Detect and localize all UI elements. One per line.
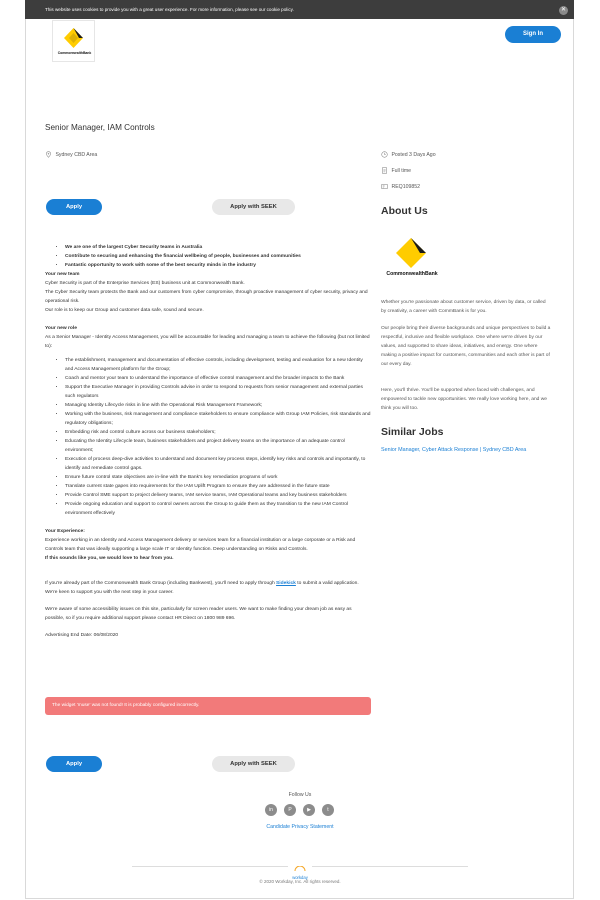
commbank-about-logo bbox=[381, 236, 443, 278]
location-text: Sydney CBD Area bbox=[55, 151, 98, 158]
youtube-icon[interactable]: ▶ bbox=[303, 804, 315, 816]
job-location bbox=[45, 151, 97, 158]
duty-item: • Provide Control SME support to project delivery teams, IAM service teams, IAM Operational teams and key business stakeholders bbox=[65, 491, 371, 500]
widget-error-banner: The widget 'muse' was not found! It is probably configured incorrectly. bbox=[45, 697, 371, 715]
sign-in-button[interactable]: Sign In bbox=[505, 26, 561, 43]
new-team-text: The Cyber Security team protects the Bank and our customers from cyber compromise, through proactive management of cyber security, privacy and operational risk. bbox=[45, 290, 368, 304]
similar-job-link[interactable]: Senior Manager, Cyber Attack Response | Sydney CBD Area bbox=[381, 447, 527, 453]
logo-text: CommonwealthBank bbox=[57, 51, 92, 55]
new-role-intro: As a Senior Manager - Identity Access Management, you will be accountable for leading and managing a team to achieve the following (but not limited to): bbox=[45, 335, 370, 349]
advertising-end-date: Advertising End Date: 06/08/2020 bbox=[45, 633, 119, 638]
cookie-close-icon[interactable]: ✕ bbox=[560, 7, 567, 13]
duty-item: • Coach and mentor your team to understand the importance of effective control management and the broader impacts to the Bank bbox=[65, 374, 371, 383]
job-requisition bbox=[381, 183, 420, 190]
new-team-text: Our role is to keep our Group and customer data safe, sound and secure. bbox=[45, 308, 204, 313]
accessibility-text: We're aware of some accessibility issues on this site, particularly for screen reader users. We want to make finding your dream job as easy as possible, so if you require additional support please contact HR Direct on 1800 989 696. bbox=[45, 607, 352, 621]
location-pin-icon bbox=[45, 151, 52, 158]
workday-logo[interactable] bbox=[288, 858, 312, 880]
job-type-text: Full time bbox=[391, 167, 412, 174]
highlight-item: • Contribute to securing and enhancing the financial wellbeing of people, businesses and communities bbox=[65, 252, 371, 261]
linkedin-icon[interactable]: in bbox=[265, 804, 277, 816]
highlights-list bbox=[45, 243, 371, 270]
job-title: Senior Manager, IAM Controls bbox=[45, 123, 155, 132]
highlight-item: • Fantastic opportunity to work with some of the best security minds in the industry bbox=[65, 261, 371, 270]
footer-divider-left bbox=[132, 866, 288, 867]
duty-item: • Educating the Identity Lifecycle team, business stakeholders and project delivery teams on the importance of an adequate control environment; bbox=[65, 437, 371, 455]
id-card-icon bbox=[381, 183, 388, 190]
commbank-logo[interactable] bbox=[52, 20, 95, 62]
new-role-heading: Your new role bbox=[45, 326, 77, 331]
commbank-diamond-icon bbox=[53, 21, 94, 61]
about-paragraph-2: Our people bring their diverse backgrounds and unique perspectives to build a respectful, inclusive and flexible workplace. One where we're driven by our values, and supported to share ideas, initiatives, and energy. One where making a positive impact for customers, communities and each other is part of our every day. bbox=[381, 326, 551, 367]
follow-us-label: Follow Us bbox=[288, 792, 312, 798]
document-icon bbox=[381, 167, 388, 174]
candidate-privacy-link[interactable]: Candidate Privacy Statement bbox=[266, 824, 334, 830]
posted-text: Posted 3 Days Ago bbox=[391, 151, 436, 158]
about-paragraph-3: Here, you'll thrive. You'll be supported when faced with challenges, and empowered to tackle new opportunities. We really love working here, and we think you will too. bbox=[381, 388, 548, 411]
experience-heading: Your Experience: bbox=[45, 529, 85, 534]
cookie-banner bbox=[25, 0, 574, 19]
sidekick-post-text: to submit a valid application. We're keen to support you with the next step in your career. bbox=[45, 581, 359, 595]
new-team-heading: Your new team bbox=[45, 272, 80, 277]
apply-button-bottom[interactable]: Apply bbox=[46, 756, 102, 772]
duty-item: • Support the Executive Manager in providing Controls advise in order to respond to requests from senior management and external parties such regulators bbox=[65, 383, 371, 401]
clock-icon bbox=[381, 151, 388, 158]
about-us-heading: About Us bbox=[381, 205, 428, 217]
similar-jobs-heading: Similar Jobs bbox=[381, 426, 444, 438]
copyright-text: © 2020 Workday, Inc. All rights reserved. bbox=[259, 879, 341, 884]
duty-item: • Provide ongoing education and support to control owners across the Group to guide them as they transition to the new IAM Control environment effectively bbox=[65, 500, 371, 518]
posted-date bbox=[381, 151, 436, 158]
duty-item: • Ensure future control state objectives are in-line with the Bank's key remediation programs of work bbox=[65, 473, 371, 482]
apply-with-seek-button-bottom[interactable]: Apply with SEEK bbox=[212, 756, 295, 772]
sidekick-paragraph bbox=[45, 579, 371, 597]
duty-item: • Translate current state gapes into requirements for the IAM Uplift Program to ensure they are addressed in the future state bbox=[65, 482, 371, 491]
job-description bbox=[45, 243, 371, 640]
about-paragraph-1: Whether you're passionate about customer service, driven by data, or called by creativity, a career with CommBank is for you. bbox=[381, 300, 546, 314]
new-team-text: Cyber Security is part of the Enterprise Services (ES) business unit at Commonwealth Bank. bbox=[45, 281, 245, 286]
workday-arc-icon bbox=[294, 866, 306, 871]
apply-button[interactable]: Apply bbox=[46, 199, 102, 215]
duty-item: • Working with the business, risk management and compliance stakeholders to ensure compliance with Group IAM Policies, risk standards and regulatory obligations; bbox=[65, 410, 371, 428]
highlight-item: • We are one of the largest Cyber Security teams in Australia bbox=[65, 243, 371, 252]
about-logo-text: CommonwealthBank bbox=[386, 271, 438, 277]
workday-text: workday bbox=[292, 875, 308, 880]
duty-item: • Execution of process deep-dive activities to understand and document key process steps, identify key risks and controls and importantly, to identify and remediate control gaps. bbox=[65, 455, 371, 473]
sidekick-pre-text: If you're already part of the Commonwealth Bank Group (including Bankwest), you'll need to apply through bbox=[45, 581, 277, 586]
closing-text: If this sounds like you, we would love to hear from you. bbox=[45, 556, 174, 561]
pinterest-icon[interactable]: P bbox=[284, 804, 296, 816]
experience-text: Experience working in an Identity and Access Management delivery or services team for a financial institution or a large corporate or a Risk and Controls team that was ideally supporting a large scale IT or Identity function. Deep understanding on Risks and Controls. bbox=[45, 538, 356, 552]
req-id-text: REQ109852 bbox=[391, 183, 421, 190]
sidekick-link[interactable]: Sidekick bbox=[276, 581, 296, 586]
apply-with-seek-button[interactable]: Apply with SEEK bbox=[212, 199, 295, 215]
duties-list bbox=[45, 356, 371, 518]
duty-item: • Managing Identity Lifecycle risks in line with the Operational Risk Management Framework; bbox=[65, 401, 371, 410]
cookie-text: This website uses cookies to provide you with a great user experience. For more information, please see our cookie policy. bbox=[45, 7, 294, 12]
job-type bbox=[381, 167, 411, 174]
twitter-icon[interactable]: t bbox=[322, 804, 334, 816]
duty-item: • Embedding risk and control culture across our business stakeholders; bbox=[65, 428, 371, 437]
footer-divider-right bbox=[312, 866, 468, 867]
duty-item: • The establishment, management and documentation of effective controls, including development, testing and evaluation for a new Identity and Access Management platform for the Group; bbox=[65, 356, 371, 374]
